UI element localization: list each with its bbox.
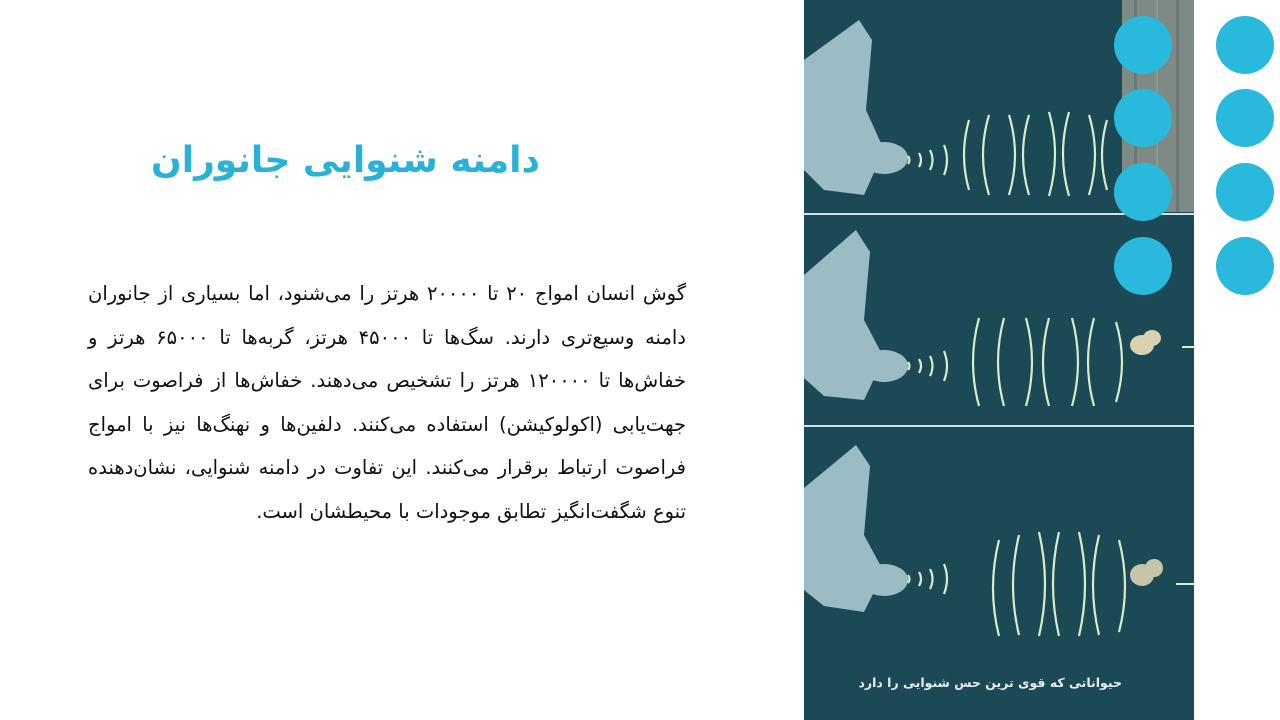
image-caption: حیواناتی که قوی ترین حس شنوایی را دارد xyxy=(858,675,1122,690)
decorative-dot xyxy=(1114,89,1172,147)
slide-title: دامنه شنوایی جانوران xyxy=(151,140,540,181)
decorative-dot xyxy=(1114,163,1172,221)
decorative-dot xyxy=(1216,237,1274,295)
decorative-dot xyxy=(1114,16,1172,74)
slide-body-text: گوش انسان امواج ۲۰ تا ۲۰۰۰۰ هرتز را می‌شنود، اما بسیاری از جانوران دامنه وسیع‌تری دارند. سگ‌ها تا ۴۵۰۰۰ هرتز، گربه‌ها تا ۶۵۰۰۰ هرتز و خفاش‌ها تا ۱۲۰۰۰۰ هرتز را تشخیص می‌دهند. خفاش‌ها از فراصوت برای جهت‌یابی (اکولوکیشن) استفاده می‌کنند. دلفین‌ها و نهنگ‌ها نیز با امواج فراصوت ارتباط برقرار می‌کنند. این تفاوت در دامنه شنوایی، نشان‌دهنده تنوع شگفت‌انگیز تطابق موجودات با محیطشان است. xyxy=(88,282,687,523)
decorative-dot xyxy=(1216,163,1274,221)
decorative-dot xyxy=(1216,16,1274,74)
decorative-dots xyxy=(1110,10,1280,310)
decorative-dot xyxy=(1114,237,1172,295)
decorative-dot xyxy=(1216,89,1274,147)
